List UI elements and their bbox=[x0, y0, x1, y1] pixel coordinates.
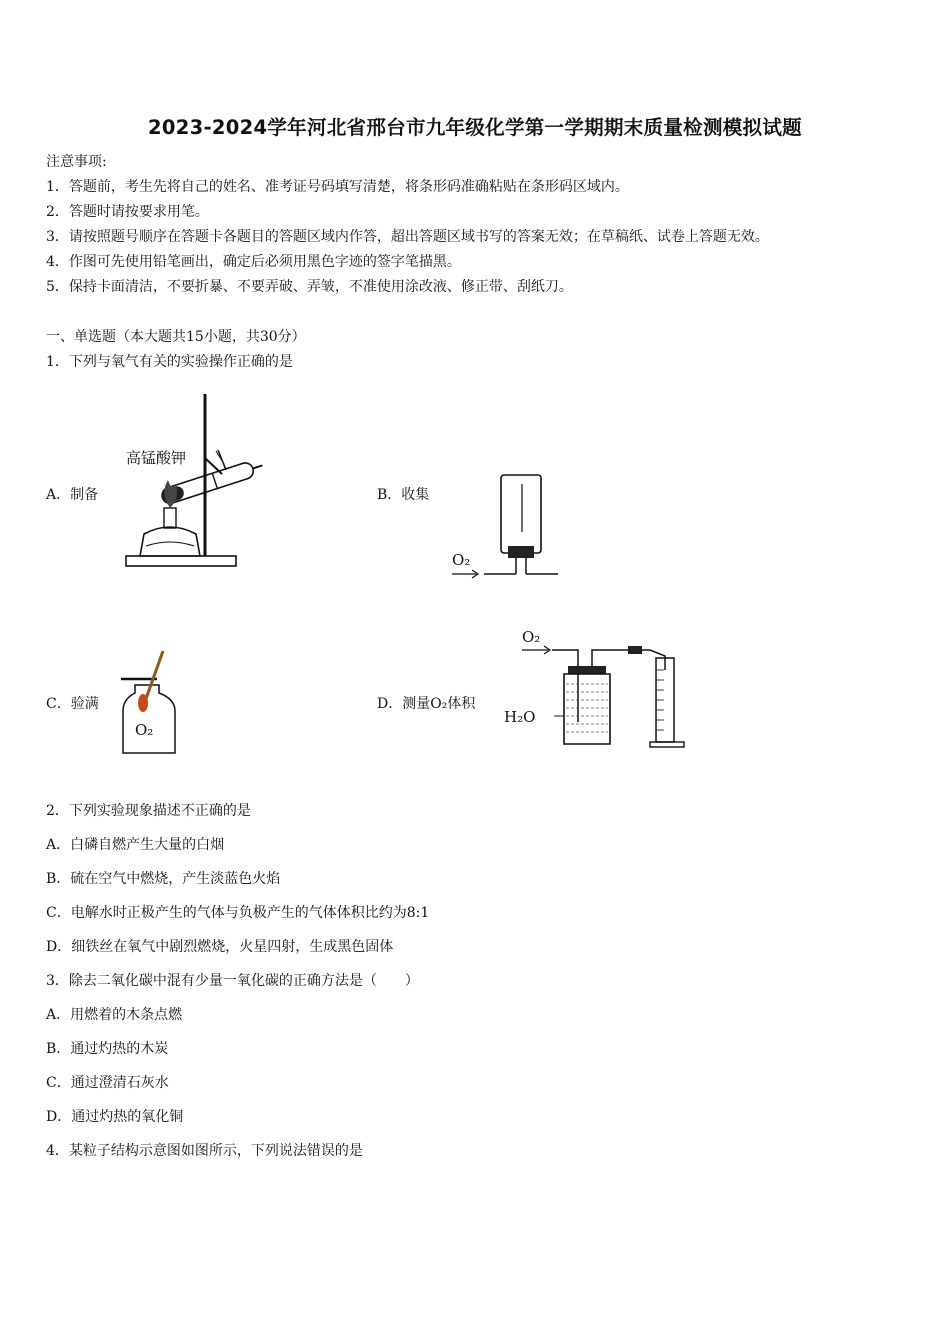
figure-c-verification bbox=[115, 645, 190, 760]
q3-option: A．用燃着的木条点燃 bbox=[46, 1007, 183, 1023]
q3-option: C．通过澄清石灰水 bbox=[46, 1075, 169, 1091]
question-1-stem: 1．下列与氧气有关的实验操作正确的是 bbox=[46, 354, 293, 370]
q2-option: D．细铁丝在氧气中剧烈燃烧，火星四射，生成黑色固体 bbox=[46, 939, 394, 955]
h2o-label: H₂O bbox=[504, 708, 536, 726]
q2-option: B．硫在空气中燃烧，产生淡蓝色火焰 bbox=[46, 871, 281, 887]
note-item: 1．答题前，考生先将自己的姓名、准考证号码填写清楚，将条形码准确粘贴在条形码区域内。 bbox=[46, 179, 629, 195]
note-item: 3．请按照题号顺序在答题卡各题目的答题区域内作答，超出答题区域书写的答案无效；在草稿纸、试卷上答题无效。 bbox=[46, 229, 769, 245]
kmno4-label: 高锰酸钾 bbox=[126, 449, 187, 467]
q1-option-d: D．测量O₂体积 bbox=[377, 696, 476, 712]
question-4-stem: 4．某粒子结构示意图如图所示，下列说法错误的是 bbox=[46, 1143, 363, 1159]
q1-option-c: C．验满 bbox=[46, 696, 99, 712]
q2-option: A．白磷自燃产生大量的白烟 bbox=[46, 837, 225, 853]
q1-option-a: A．制备 bbox=[46, 487, 99, 503]
figure-b-collection bbox=[448, 470, 563, 582]
figure-a-preparation bbox=[120, 388, 270, 573]
q2-option: C．电解水时正极产生的气体与负极产生的气体体积比约为8:1 bbox=[46, 905, 430, 921]
note-item: 2．答题时请按要求用笔。 bbox=[46, 204, 209, 220]
page-title: 2023-2024学年河北省邢台市九年级化学第一学期期末质量检测模拟试题 bbox=[148, 116, 802, 139]
note-item: 4．作图可先使用铅笔画出，确定后必须用黑色字迹的签字笔描黑。 bbox=[46, 254, 461, 270]
o2-label: O₂ bbox=[452, 551, 471, 569]
o2-label: O₂ bbox=[522, 628, 541, 646]
q1-option-b: B．收集 bbox=[377, 487, 430, 503]
q3-option: D．通过灼热的氧化铜 bbox=[46, 1109, 184, 1125]
notes-heading: 注意事项: bbox=[46, 154, 107, 170]
figure-d-volume-measurement bbox=[500, 622, 700, 752]
question-3-stem: 3．除去二氧化碳中混有少量一氧化碳的正确方法是（ ） bbox=[46, 973, 419, 989]
note-item: 5．保持卡面清洁，不要折暴、不要弄破、弄皱，不准使用涂改液、修正带、刮纸刀。 bbox=[46, 279, 573, 295]
question-2-stem: 2．下列实验现象描述不正确的是 bbox=[46, 803, 251, 819]
q3-option: B．通过灼热的木炭 bbox=[46, 1041, 169, 1057]
o2-label: O₂ bbox=[135, 721, 154, 739]
section-heading: 一、单选题（本大题共15小题，共30分） bbox=[46, 329, 306, 345]
